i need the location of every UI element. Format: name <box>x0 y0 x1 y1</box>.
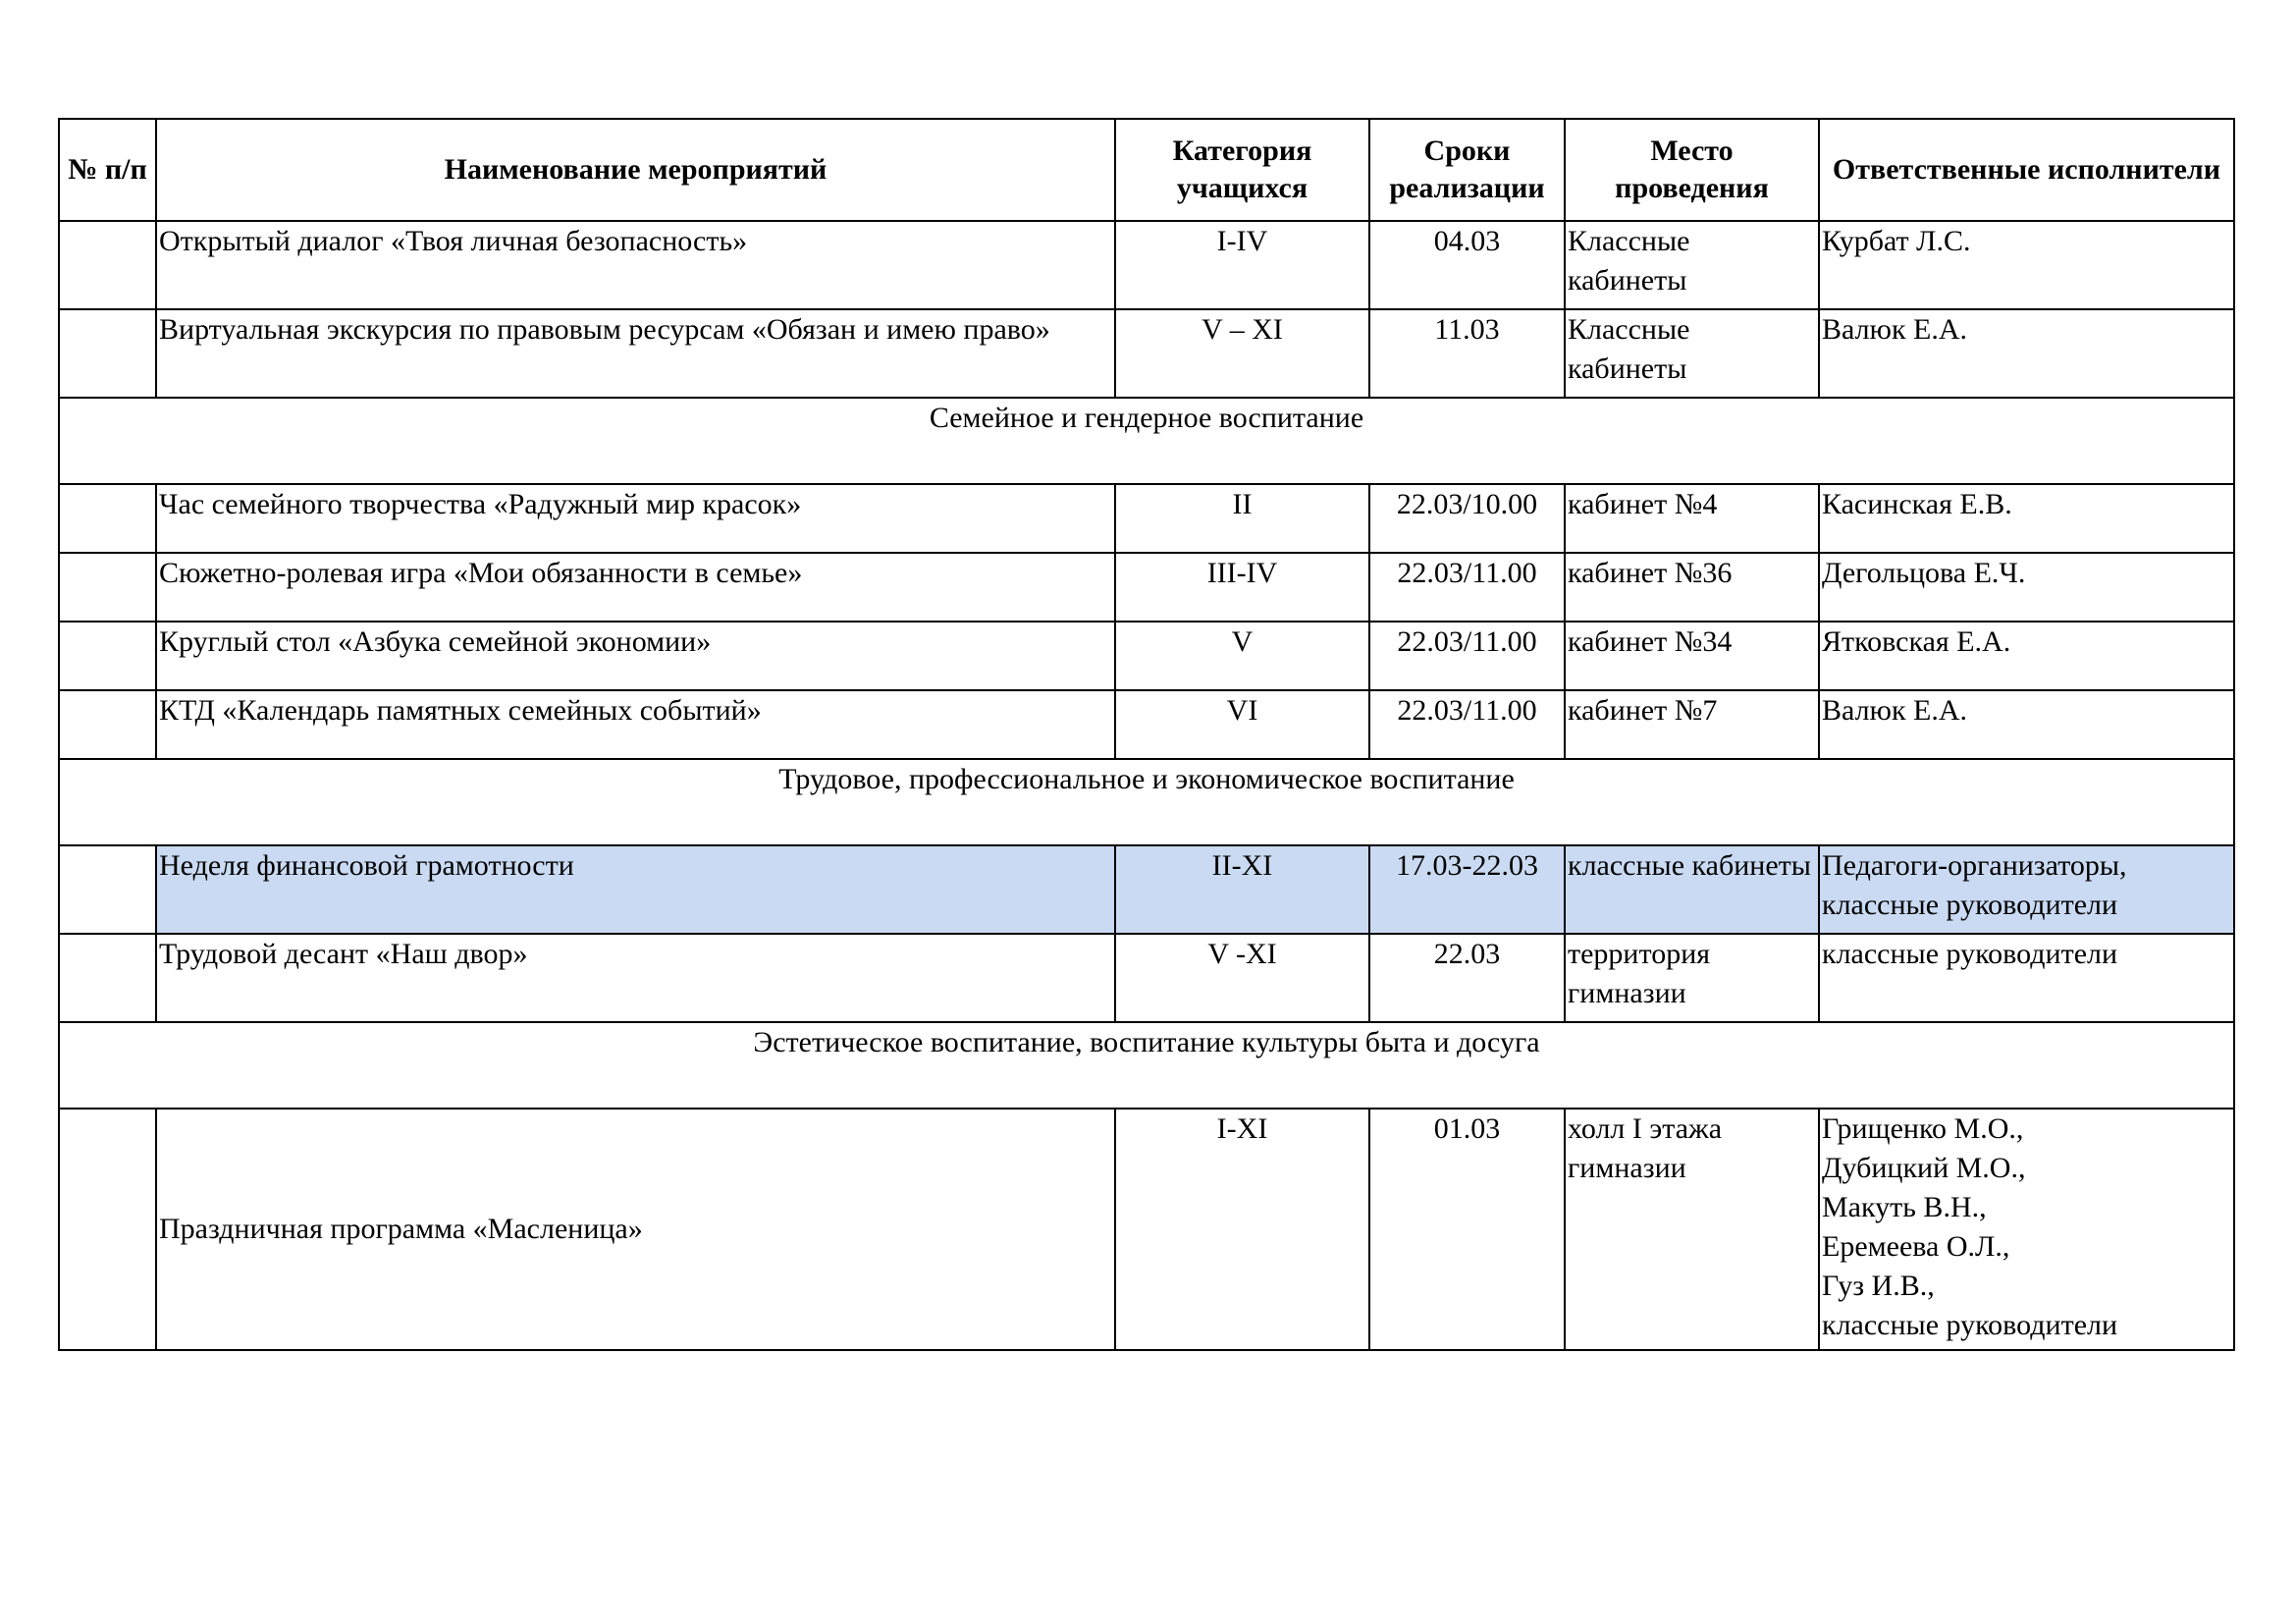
header-category: Категория учащихся <box>1115 119 1369 221</box>
student-category: III-IV <box>1115 553 1369 622</box>
event-responsible: Педагоги-организаторы, классные руководители <box>1819 845 2234 934</box>
table-row <box>59 221 2234 309</box>
student-category: VI <box>1115 690 1369 759</box>
row-num <box>59 553 156 622</box>
table-row <box>59 934 2234 1022</box>
table-row <box>59 484 2234 553</box>
header-responsible: Ответственные исполнители <box>1819 119 2234 221</box>
event-name: Виртуальная экскурсия по правовым ресурсам «Обязан и имею право» <box>156 309 1115 398</box>
student-category: I-IV <box>1115 221 1369 309</box>
table-row-highlighted <box>59 845 2234 934</box>
event-dates: 22.03 <box>1369 934 1565 1022</box>
event-name: Трудовой десант «Наш двор» <box>156 934 1115 1022</box>
row-num <box>59 309 156 398</box>
student-category: V -XI <box>1115 934 1369 1022</box>
event-name: Неделя финансовой грамотности <box>156 845 1115 934</box>
event-place: кабинет №7 <box>1565 690 1819 759</box>
section-row <box>59 759 2234 845</box>
event-name: Открытый диалог «Твоя личная безопасность» <box>156 221 1115 309</box>
event-responsible: Ятковская Е.А. <box>1819 622 2234 690</box>
event-place: территория гимназии <box>1565 934 1819 1022</box>
student-category: V – XI <box>1115 309 1369 398</box>
row-num <box>59 484 156 553</box>
row-num <box>59 221 156 309</box>
event-dates: 11.03 <box>1369 309 1565 398</box>
row-num <box>59 934 156 1022</box>
event-dates: 04.03 <box>1369 221 1565 309</box>
event-responsible: Дегольцова Е.Ч. <box>1819 553 2234 622</box>
section-title: Семейное и гендерное воспитание <box>59 398 2234 484</box>
event-place: Классные кабинеты <box>1565 221 1819 309</box>
event-dates: 22.03/10.00 <box>1369 484 1565 553</box>
event-name: Сюжетно-ролевая игра «Мои обязанности в семье» <box>156 553 1115 622</box>
events-table <box>58 118 2235 1351</box>
event-place: Классные кабинеты <box>1565 309 1819 398</box>
event-responsible: Касинская Е.В. <box>1819 484 2234 553</box>
event-place: классные кабинеты <box>1565 845 1819 934</box>
event-dates: 01.03 <box>1369 1109 1565 1350</box>
event-place: кабинет №36 <box>1565 553 1819 622</box>
section-title: Трудовое, профессиональное и экономическое воспитание <box>59 759 2234 845</box>
header-place: Место проведения <box>1565 119 1819 221</box>
student-category: I-XI <box>1115 1109 1369 1350</box>
event-dates: 22.03/11.00 <box>1369 553 1565 622</box>
event-name: КТД «Календарь памятных семейных событий» <box>156 690 1115 759</box>
student-category: II <box>1115 484 1369 553</box>
event-place: холл I этажа гимназии <box>1565 1109 1819 1350</box>
section-row <box>59 398 2234 484</box>
event-responsible: Валюк Е.А. <box>1819 690 2234 759</box>
event-name: Час семейного творчества «Радужный мир красок» <box>156 484 1115 553</box>
row-num <box>59 622 156 690</box>
row-num <box>59 845 156 934</box>
event-dates: 22.03/11.00 <box>1369 690 1565 759</box>
table-row <box>59 309 2234 398</box>
header-dates: Сроки реализации <box>1369 119 1565 221</box>
event-responsible: Валюк Е.А. <box>1819 309 2234 398</box>
event-dates: 22.03/11.00 <box>1369 622 1565 690</box>
row-num <box>59 1109 156 1350</box>
student-category: V <box>1115 622 1369 690</box>
event-responsible: Курбат Л.С. <box>1819 221 2234 309</box>
section-title: Эстетическое воспитание, воспитание культуры быта и досуга <box>59 1022 2234 1109</box>
table-row <box>59 1109 2234 1350</box>
event-responsible: классные руководители <box>1819 934 2234 1022</box>
section-row <box>59 1022 2234 1109</box>
event-name: Круглый стол «Азбука семейной экономии» <box>156 622 1115 690</box>
table-row <box>59 553 2234 622</box>
event-place: кабинет №4 <box>1565 484 1819 553</box>
event-name: Праздничная программа «Масленица» <box>156 1109 1115 1350</box>
table-row <box>59 690 2234 759</box>
header-name: Наименование мероприятий <box>156 119 1115 221</box>
header-num: № п/п <box>59 119 156 221</box>
row-num <box>59 690 156 759</box>
table-header-row <box>59 119 2234 221</box>
table-row <box>59 622 2234 690</box>
event-place: кабинет №34 <box>1565 622 1819 690</box>
event-dates: 17.03-22.03 <box>1369 845 1565 934</box>
student-category: II-XI <box>1115 845 1369 934</box>
event-responsible: Грищенко М.О., Дубицкий М.О., Макуть В.Н., Еремеева О.Л., Гуз И.В., классные руководители <box>1819 1109 2234 1350</box>
